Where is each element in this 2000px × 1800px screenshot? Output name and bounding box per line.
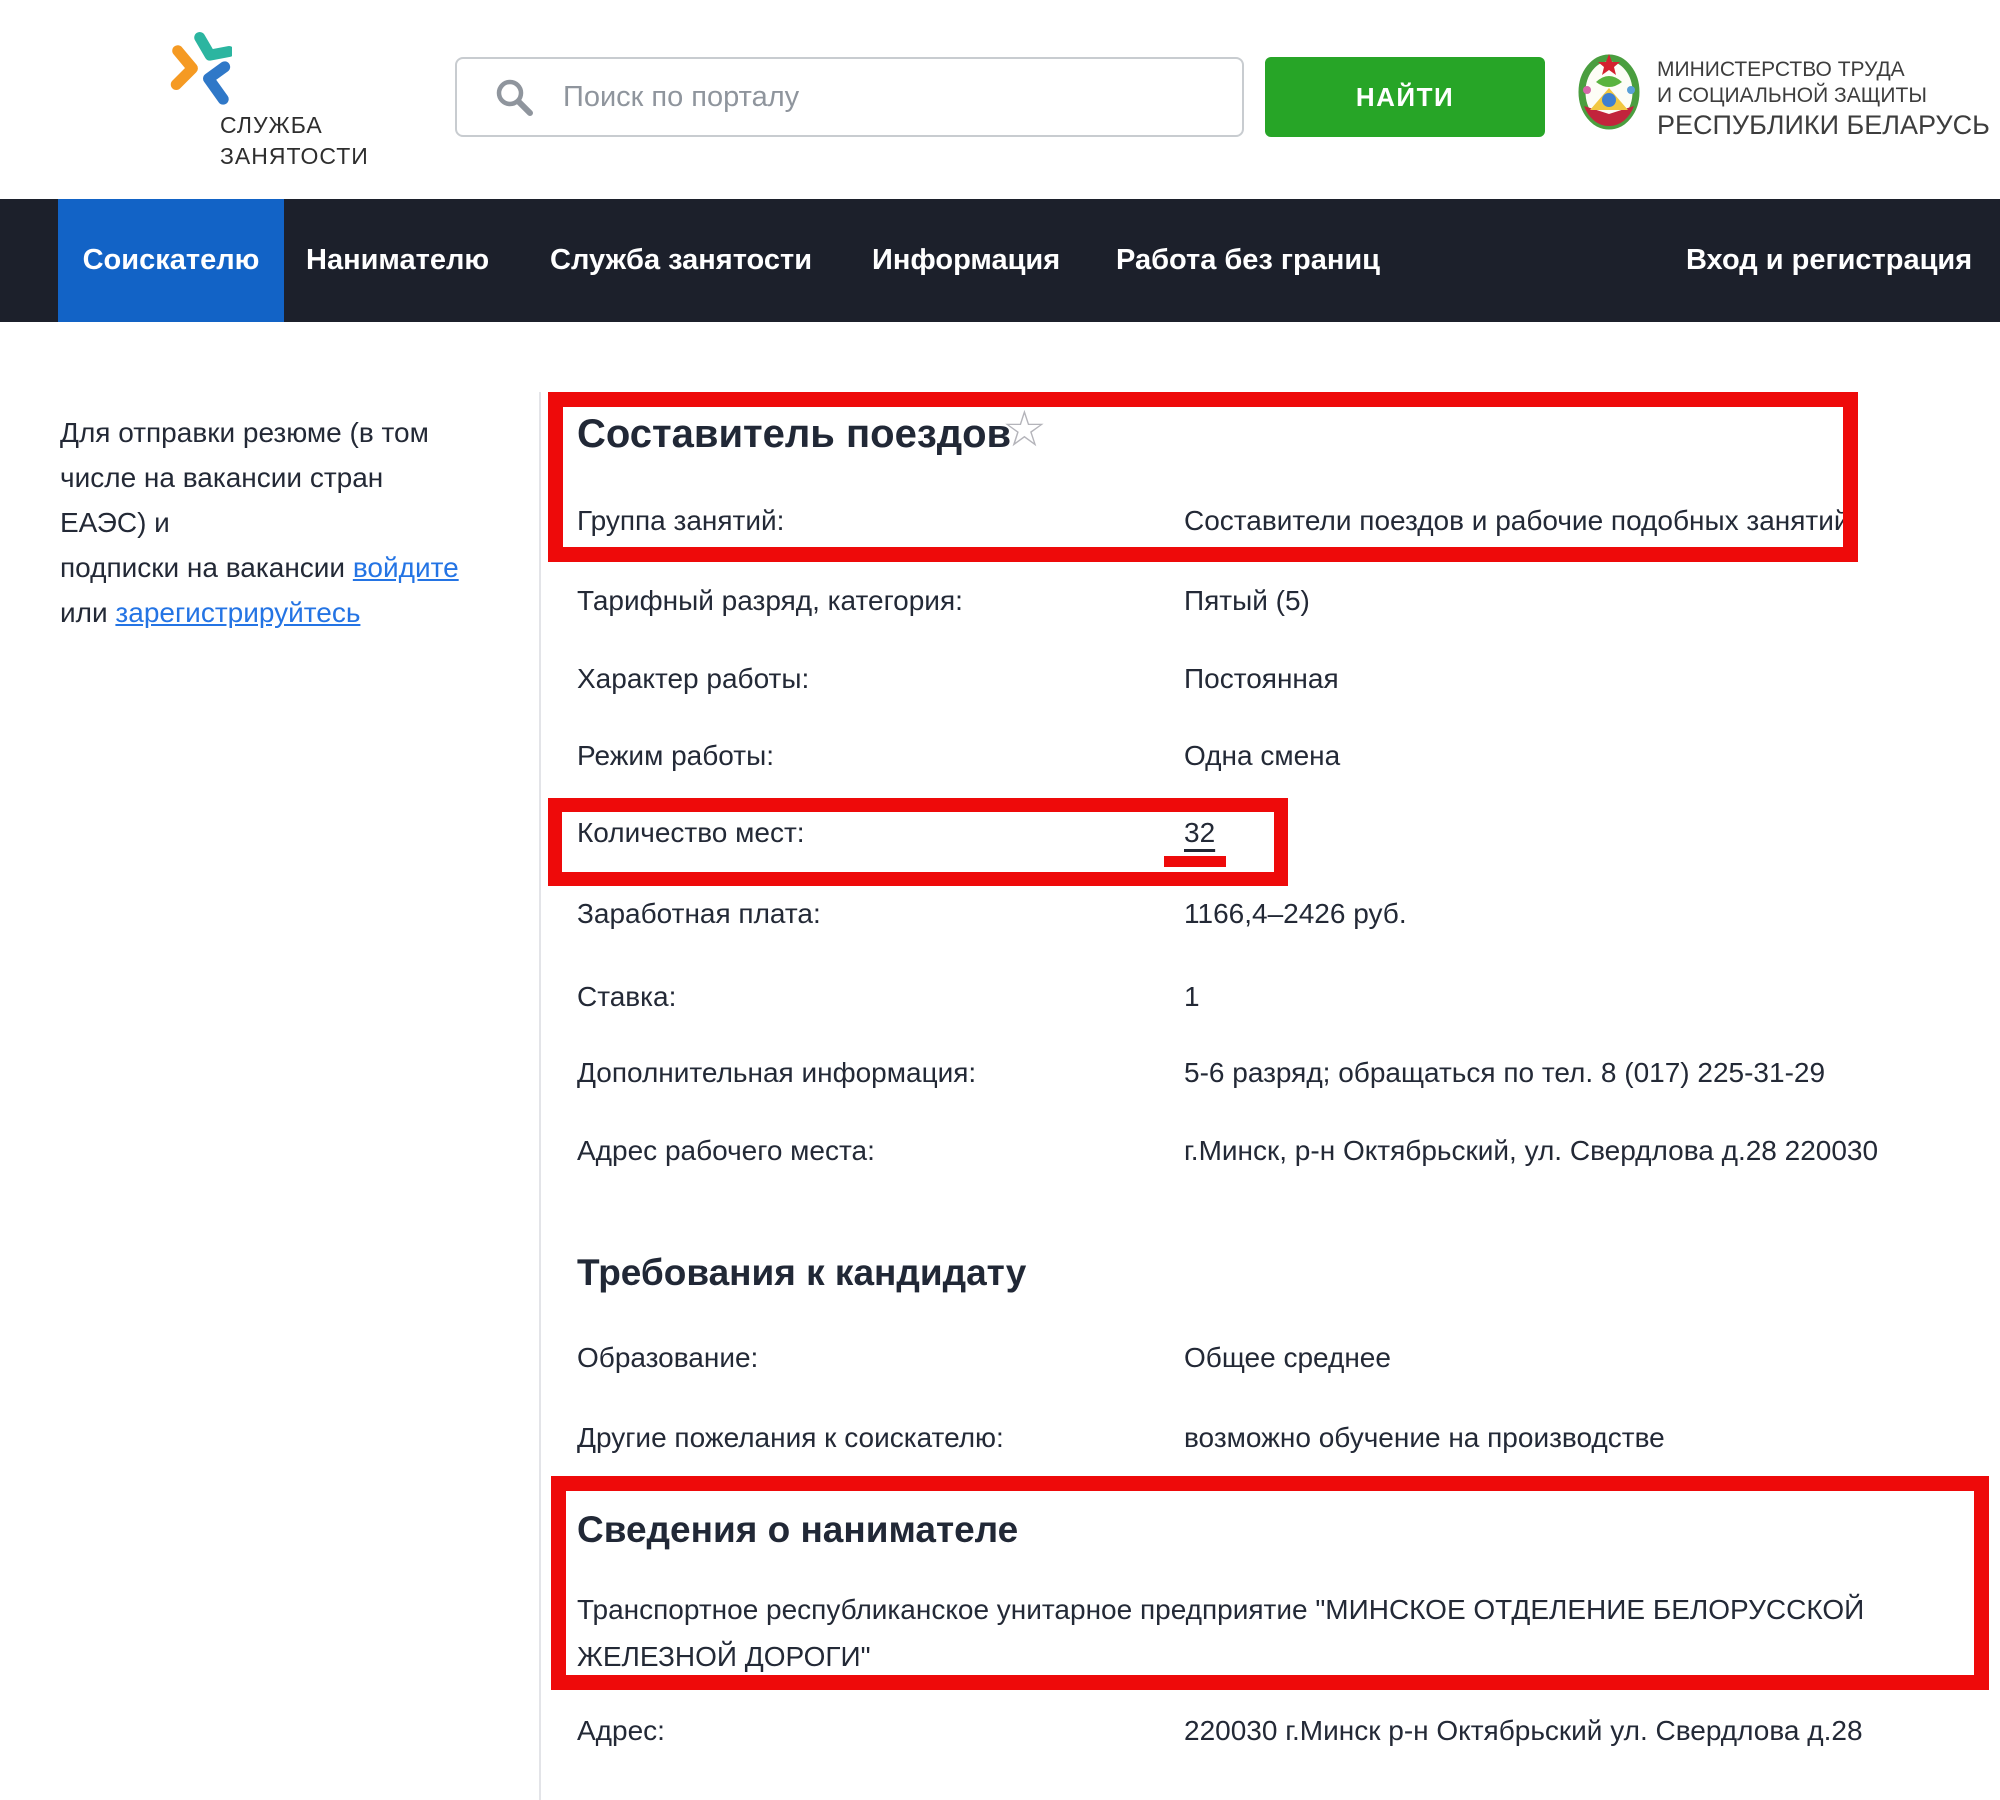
field-row — [577, 1342, 1977, 1382]
nav-tab-employer[interactable]: Нанимателю — [306, 244, 490, 276]
field-row — [577, 1135, 1977, 1175]
ministry-coat-of-arms-icon — [1578, 48, 1640, 137]
field-row — [577, 1422, 1977, 1462]
field-label: Другие пожелания к соискателю: — [577, 1422, 1004, 1453]
field-label: Характер работы: — [577, 663, 810, 694]
register-link[interactable]: зарегистрируйтесь — [115, 597, 361, 628]
field-row — [577, 817, 1977, 857]
field-row — [577, 505, 1977, 545]
employer-section-title: Сведения о нанимателе — [577, 1509, 1019, 1550]
field-label: Образование: — [577, 1342, 759, 1373]
field-row — [577, 663, 1977, 703]
find-button[interactable]: НАЙТИ — [1265, 57, 1545, 137]
portal-search — [455, 57, 1244, 137]
note-line4: или зарегистрируйтесь — [60, 597, 361, 628]
favorite-star-icon[interactable]: ☆ — [1002, 401, 1047, 457]
vacancy-title: Составитель поездов — [577, 412, 1012, 456]
note-line3: подписки на вакансии войдите — [60, 552, 459, 583]
employer-address-label: Адрес: — [577, 1715, 665, 1746]
field-row — [577, 1715, 1977, 1755]
requirements-title: Требования к кандидату — [577, 1252, 1027, 1293]
field-label: Тарифный разряд, категория: — [577, 585, 963, 616]
field-value: возможно обучение на производстве — [1184, 1422, 1665, 1453]
field-row — [577, 981, 1977, 1021]
field-label: Группа занятий: — [577, 505, 785, 536]
site-logo[interactable] — [166, 28, 232, 116]
search-icon — [493, 76, 535, 118]
employment-service-logo-icon — [166, 28, 232, 116]
field-row — [577, 1057, 1977, 1097]
field-label: Количество мест: — [577, 817, 805, 848]
field-value: Составители поездов и рабочие подобных занятий — [1184, 505, 1850, 536]
nav-tab-employment-service[interactable]: Служба занятости — [550, 244, 813, 276]
content-divider — [539, 392, 541, 1800]
login-link[interactable]: войдите — [352, 552, 459, 583]
note-line2: числе на вакансии стран ЕАЭС) и — [60, 462, 384, 538]
ministry-text-line2: И СОЦИАЛЬНОЙ ЗАЩИТЫ — [1657, 84, 1927, 107]
ministry-text-line1: МИНИСТЕРСТВО ТРУДА — [1657, 58, 1905, 81]
main-navigation — [0, 199, 2000, 322]
search-input[interactable] — [561, 80, 1222, 115]
field-value: Пятый (5) — [1184, 585, 1310, 616]
resume-login-note — [60, 410, 460, 635]
field-label: Адрес рабочего места: — [577, 1135, 875, 1166]
logo-text-line2: ЗАНЯТОСТИ — [220, 143, 369, 169]
ministry-text-line3: РЕСПУБЛИКИ БЕЛАРУСЬ — [1657, 110, 1990, 140]
field-value: 1166,4–2426 руб. — [1184, 898, 1407, 929]
field-row — [577, 585, 1977, 625]
nav-tab-applicant[interactable]: Соискателю — [58, 199, 284, 322]
field-value: Общее среднее — [1184, 1342, 1391, 1373]
employer-address-value: 220030 г.Минск р-н Октябрьский ул. Свердлова д.28 — [1184, 1715, 1863, 1746]
employer-name: Транспортное республиканское унитарное предприятие "МИНСКОЕ ОТДЕЛЕНИЕ БЕЛОРУССКОЙ ЖЕЛЕЗНОЙ ДОРОГИ" — [577, 1594, 1865, 1672]
field-value: 1 — [1184, 981, 1200, 1012]
field-value: Одна смена — [1184, 740, 1341, 771]
logo-text-line1: СЛУЖБА — [220, 112, 323, 138]
annotation-underline-32 — [1164, 856, 1226, 867]
field-row — [577, 740, 1977, 780]
places-count-value[interactable]: 32 — [1184, 817, 1216, 848]
field-value: 5-6 разряд; обращаться по тел. 8 (017) 225-31-29 — [1184, 1057, 1826, 1088]
note-line1: Для отправки резюме (в том — [60, 417, 429, 448]
field-value: Постоянная — [1184, 663, 1339, 694]
field-label: Ставка: — [577, 981, 677, 1012]
field-label: Режим работы: — [577, 740, 774, 771]
field-row — [577, 898, 1977, 938]
nav-tab-information[interactable]: Информация — [872, 244, 1061, 276]
field-label: Заработная плата: — [577, 898, 821, 929]
nav-tab-work-without-borders[interactable]: Работа без границ — [1116, 244, 1380, 276]
nav-tab-login-registration[interactable]: Вход и регистрация — [1686, 244, 1973, 276]
field-label: Дополнительная информация: — [577, 1057, 977, 1088]
field-value: г.Минск, р-н Октябрьский, ул. Свердлова д.28 220030 — [1184, 1135, 1879, 1166]
